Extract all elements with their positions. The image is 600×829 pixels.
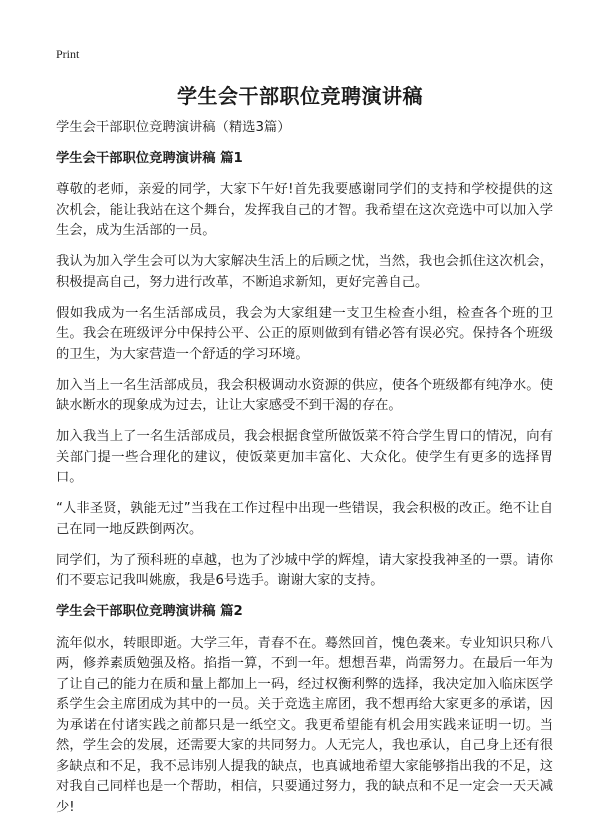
section-1-paragraph: 加入我当上了一名生活部成员，我会根据食堂所做饭菜不符合学生胃口的情况，向有关部门提一些合理化的建议，使饭菜更加丰富化、大众化。使学生有更多的选择胃口。 bbox=[56, 429, 553, 485]
section-1-paragraph: 同学们，为了预科班的卓越，也为了沙城中学的辉煌，请大家投我神圣的一票。请你们不要忘记我叫姚廒，我是6号选手。谢谢大家的支持。 bbox=[56, 552, 553, 588]
section-1-paragraph: 尊敬的老师，亲爱的同学，大家下午好!首先我要感谢同学们的支持和学校提供的这次机会，能让我站在这个舞台，发挥我自己的才智。我希望在这次竞选中可以加入学生会，成为生活部的一员。 bbox=[56, 182, 553, 238]
section-1-paragraph: “人非圣贤，孰能无过”当我在工作过程中出现一些错误，我会积极的改正。绝不让自己在同一地反跌倒两次。 bbox=[56, 501, 553, 537]
section-heading-1: 学生会干部职位竞聘演讲稿 篇1 bbox=[56, 150, 243, 166]
section-1-paragraph: 假如我成为一名生活部成员，我会为大家组建一支卫生检查小组，检查各个班的卫生。我会在班级评分中保持公平、公正的原则做到有错必答有误必究。保持各个班级的卫生，为大家营造一个舒适的学习环境。 bbox=[56, 305, 553, 362]
section-2-paragraph: 流年似水，转眼即逝。大学三年，青春不在。蓦然回首，愧色袭来。专业知识只称八两，修养素质勉强及格。掐指一算，不到一年。想想吾辈，尚需努力。在最后一年为了让自己的能力在质和量上都加上一码，经过权衡利弊的选择，我决定加入临床医学系学生会主席团成为其中的一员。关于竞选主席团，我不想再给大家更多的承诺，因为承诺在付诸实践之前都只是一纸空文。我更希望能有机会用实践来证明一切。当然，学生会的发展，还需要大家的共同努力。人无完人，我也承认，自己身上还有很多缺点和不足，我不忌讳别人提我的缺点，也真诚地希望大家能够指出我的不足，这对我自己同样也是一个帮助，相信，只要通过努力，我的缺点和不足一定会一天天减少! bbox=[56, 635, 553, 815]
document-subtitle: 学生会干部职位竞聘演讲稿（精选3篇） bbox=[56, 120, 291, 135]
section-1-paragraph: 加入当上一名生活部成员，我会积极调动水资源的供应，使各个班级都有纯净水。使缺水断水的现象成为过去，让让大家感受不到干渴的存在。 bbox=[56, 377, 553, 413]
document-body bbox=[56, 118, 553, 829]
section-1-paragraph: 我认为加入学生会可以为大家解决生活上的后顾之忧，当然，我也会抓住这次机会，积极提高自己，努力进行改革，不断追求新知，更好完善自己。 bbox=[56, 254, 553, 290]
section-heading-2: 学生会干部职位竞聘演讲稿 篇2 bbox=[56, 604, 243, 619]
page-title: 学生会干部职位竞聘演讲稿 bbox=[177, 84, 423, 108]
print-link[interactable]: Print bbox=[56, 47, 80, 61]
